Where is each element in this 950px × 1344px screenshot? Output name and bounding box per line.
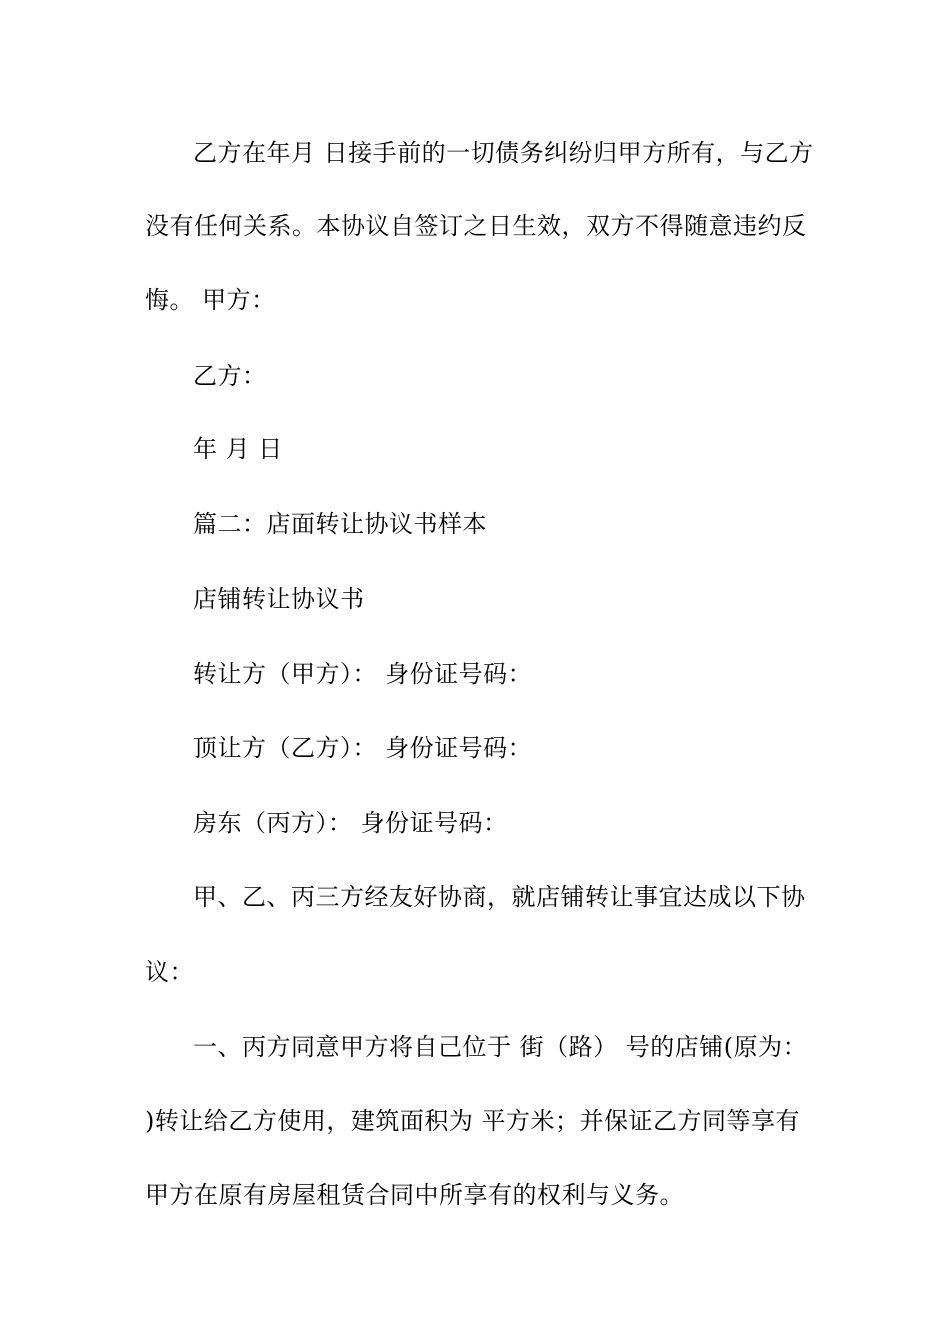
party-transferee: 顶让方（乙方）： 身份证号码： (193, 734, 533, 762)
paragraph-line: 议： (145, 958, 194, 986)
document-title: 店铺转让协议书 (193, 585, 365, 613)
paragraph-line: 乙方在年月 日接手前的一切债务纠纷归甲方所有，与乙方 (193, 139, 814, 167)
signature-date: 年 月 日 (193, 435, 283, 463)
paragraph-line: 甲方在原有房屋租赁合同中所享有的权利与义务。 (145, 1181, 684, 1209)
section-heading: 篇二：店面转让协议书样本 (193, 510, 487, 538)
paragraph-line: 悔。 甲方： (145, 286, 276, 314)
party-transferor: 转让方（甲方）： 身份证号码： (193, 660, 533, 688)
paragraph-line: 甲、乙、丙三方经友好协商，就店铺转让事宜达成以下协 (193, 883, 806, 911)
paragraph-line: 没有任何关系。本协议自签订之日生效，双方不得随意违约反 (145, 212, 807, 240)
party-landlord: 房东（丙方）： 身份证号码： (193, 809, 508, 837)
paragraph-line: 一、丙方同意甲方将自己位于 街（路） 号的店铺(原为： (193, 1033, 808, 1061)
paragraph-line: )转让给乙方使用，建筑面积为 平方米；并保证乙方同等享有 (145, 1107, 800, 1135)
signature-party-b: 乙方： (193, 362, 267, 390)
